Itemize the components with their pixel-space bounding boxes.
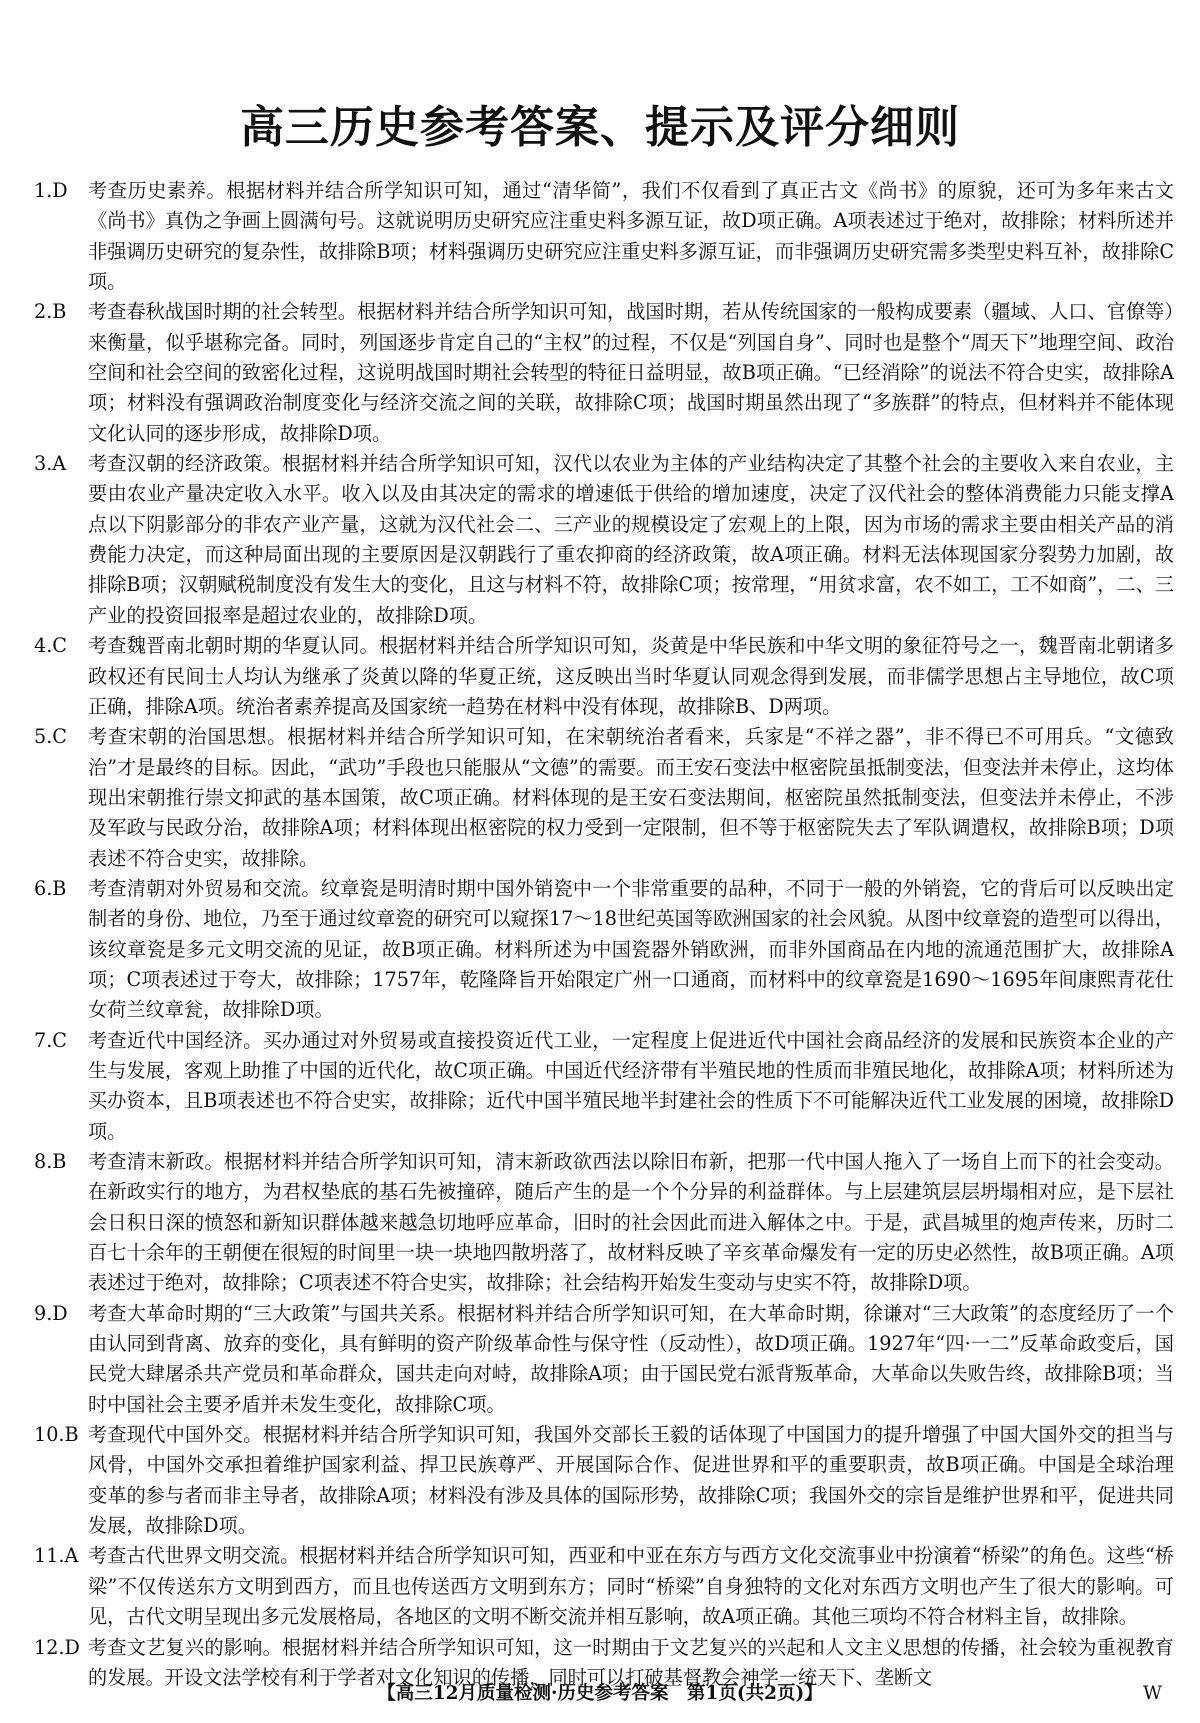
answer-item-3 (34, 449, 1174, 631)
answer-explanation: 考查汉朝的经济政策。根据材料并结合所学知识可知，汉代以农业为主体的产业结构决定了其整个社会的主要收入来自农业，主要由农业产量决定收入水平。收入以及由其决定的需求的增速低于供给的增加速度，决定了汉代社会的整体消费能力只能支撑A点以下阴影部分的非农产业产量，这就为汉代社会二、三产业的规模设定了宏观上的上限，因为市场的需求主要由相关产品的消费能力决定，而这种局面出现的主要原因是汉朝践行了重农抑商的经济政策，故A项正确。材料无法体现国家分裂势力加剧，故排除B项；汉朝赋税制度没有发生大的变化，且这与材料不符，故排除C项；按常理，“用贫求富，农不如工，工不如商”，二、三产业的投资回报率是超过农业的，故排除D项。 (88, 452, 1174, 627)
footer-label: 【高三12月质量检测·历史参考答案 第1页(共2页)】 (377, 1683, 823, 1704)
answer-explanation: 考查宋朝的治国思想。根据材料并结合所学知识可知，在宋朝统治者看来，兵家是“不祥之器”，非不得已不可用兵。“文德致治”才是最终的目标。因此，“武功”手段也只能服从“文德”的需要。而王安石变法中枢密院虽抵制变法，但变法并未停止，这均体现出宋朝推行崇文抑武的基本国策，故C项正确。材料体现的是王安石变法期间，枢密院虽然抵制变法，但变法并未停止，不涉及军政与民政分治，故排除A项；材料体现出枢密院的权力受到一定限制，但不等于枢密院失去了军队调遣权，故排除B项；D项表述不符合史实，故排除。 (88, 725, 1174, 870)
answer-item-7 (34, 1026, 1174, 1147)
answer-item-1 (34, 176, 1174, 297)
answer-number: 6.B (34, 876, 67, 900)
answer-item-10 (34, 1420, 1174, 1541)
answer-item-4 (34, 631, 1174, 722)
answer-number: 5.C (34, 725, 67, 749)
answer-item-9 (34, 1299, 1174, 1420)
answer-number: 2.B (34, 300, 67, 324)
answer-number: 12.D (34, 1635, 80, 1659)
answer-explanation: 考查文艺复兴的影响。根据材料并结合所学知识可知，这一时期由于文艺复兴的兴起和人文主义思想的传播，社会较为重视教育的发展。开设文法学校有利于学者对文化知识的传播，同时可以打破基督教会神学一统天下、垄断文 (88, 1635, 1174, 1689)
answer-item-8 (34, 1147, 1174, 1299)
answer-number: 1.D (34, 179, 68, 202)
answer-item-2 (34, 297, 1174, 449)
answer-explanation: 考查清末新政。根据材料并结合所学知识可知，清末新政欲西法以除旧布新，把那一代中国人拖入了一场自上而下的社会变动。在新政实行的地方，为君权垫底的基石先被撞碎，随后产生的是一个个分异的利益群体。与上层建筑层层坍塌相对应，是下层社会日积日深的愤怒和新知识群体越来越急切地呼应革命，旧时的社会因此而进入解体之中。于是，武昌城里的炮声传来，历时二百七十余年的王朝便在很短的时间里一块一块地四散坍落了，故材料反映了辛亥革命爆发有一定的历史必然性，故B项正确。A项表述过于绝对，故排除；C项表述不符合史实，故排除；社会结构开始发生变动与史实不符，故排除D项。 (88, 1150, 1174, 1295)
page-footer (0, 1681, 1200, 1707)
answer-explanation: 考查近代中国经济。买办通过对外贸易或直接投资近代工业，一定程度上促进近代中国社会商品经济的发展和民族资本企业的产生与发展，客观上助推了中国的近代化，故C项正确。中国近代经济带有半殖民地的性质而非殖民地化，故排除A项；材料所述为买办资本，且B项表述也不符合史实，故排除；近代中国半殖民地半封建社会的性质下不可能解决近代工业发展的困境，故排除D项。 (88, 1028, 1174, 1143)
answer-number: 8.B (34, 1150, 67, 1173)
footer-mark: W (1142, 1683, 1162, 1704)
answer-explanation: 考查大革命时期的“三大政策”与国共关系。根据材料并结合所学知识可知，在大革命时期，徐谦对“三大政策”的态度经历了一个由认同到背离、放弃的变化，具有鲜明的资产阶级革命性与保守性（反动性），故D项正确。1927年“四·一二”反革命政变后，国民党大肆屠杀共产党员和革命群众，国共走向对峙，故排除A项；由于国民党右派背叛革命，大革命以失败告终，故排除B项；当时中国社会主要矛盾并未发生变化，故排除C项。 (88, 1301, 1174, 1416)
answer-number: 10.B (34, 1423, 79, 1447)
answer-explanation: 考查魏晋南北朝时期的华夏认同。根据材料并结合所学知识可知，炎黄是中华民族和中华文明的象征符号之一，魏晋南北朝诸多政权还有民间士人均认为继承了炎黄以降的华夏正统，这反映出当时华夏认同观念得到发展，而非儒学思想占主导地位，故C项正确，排除A项。统治者素养提高及国家统一趋势在材料中没有体现，故排除B、D两项。 (88, 634, 1174, 718)
answer-explanation: 考查清朝对外贸易和交流。纹章瓷是明清时期中国外销瓷中一个非常重要的品种，不同于一般的外销瓷，它的背后可以反映出定制者的身份、地位，乃至于通过纹章瓷的研究可以窥探17～18世纪英国等欧洲国家的社会风貌。从图中纹章瓷的造型可以得出，该纹章瓷是多元文明交流的见证，故B项正确。材料所述为中国瓷器外销欧洲，而非外国商品在内地的流通范围扩大，故排除A项；C项表述过于夸大，故排除；1757年，乾隆降旨开始限定广州一口通商，而材料中的纹章瓷是1690～1695年间康熙青花仕女荷兰纹章瓮，故排除D项。 (88, 876, 1175, 1022)
answer-explanation: 考查现代中国外交。根据材料并结合所学知识可知，我国外交部长王毅的话体现了中国国力的提升增强了中国大国外交的担当与风骨，中国外交承担着维护国家利益、捍卫民族尊严、开展国际合作、促进世界和平的重要职责，故B项正确。中国是全球治理变革的参与者而非主导者，故排除A项；材料没有涉及具体的国际形势，故排除C项；我国外交的宗旨是维护世界和平，促进共同发展，故排除D项。 (88, 1423, 1174, 1538)
answer-explanation: 考查春秋战国时期的社会转型。根据材料并结合所学知识可知，战国时期，若从传统国家的一般构成要素（疆域、人口、官僚等）来衡量，似乎堪称完备。同时，列国逐步肯定自己的“主权”的过程，不仅是“列国自身”、同时也是整个“周天下”地理空间、政治空间和社会空间的致密化过程，这说明战国时期社会转型的特征日益明显，故B项正确。“已经消除”的说法不符合史实，故排除A项；材料没有强调政治制度变化与经济交流之间的关联，故排除C项；战国时期虽然出现了“多族群”的特点，但材料并不能体现文化认同的逐步形成，故排除D项。 (88, 300, 1174, 445)
answer-number: 7.C (34, 1028, 67, 1052)
answer-explanation: 考查历史素养。根据材料并结合所学知识可知，通过“清华简”，我们不仅看到了真正古文《尚书》的原貌，还可为多年来古文《尚书》真伪之争画上圆满句号。这就说明历史研究应注重史料多源互证，故D项正确。A项表述过于绝对，故排除；材料所述并非强调历史研究的复杂性，故排除B项；材料强调历史研究应注重史料多源互证，而非强调历史研究需多类型史料互补，故排除C项。 (88, 179, 1174, 294)
answer-list (34, 176, 1174, 1693)
answer-item-5 (34, 722, 1174, 874)
answer-number: 3.A (34, 452, 67, 476)
answer-item-6 (34, 874, 1174, 1026)
answer-number: 9.D (34, 1301, 68, 1325)
answer-item-11 (34, 1541, 1174, 1632)
answer-explanation: 考查古代世界文明交流。根据材料并结合所学知识可知，西亚和中亚在东方与西方文化交流事业中扮演着“桥梁”的角色。这些“桥梁”不仅传送东方文明到西方，而且也传送西方文明到东方；同时“桥梁”自身独特的文化对东西方文明也产生了很大的影响。可见，古代文明呈现出多元发展格局，各地区的文明不断交流并相互影响，故A项正确。其他三项均不符合材料主旨，故排除。 (88, 1544, 1174, 1629)
answer-number: 4.C (34, 634, 67, 658)
page-title: 高三历史参考答案、提示及评分细则 (240, 102, 960, 153)
answer-number: 11.A (34, 1544, 79, 1568)
